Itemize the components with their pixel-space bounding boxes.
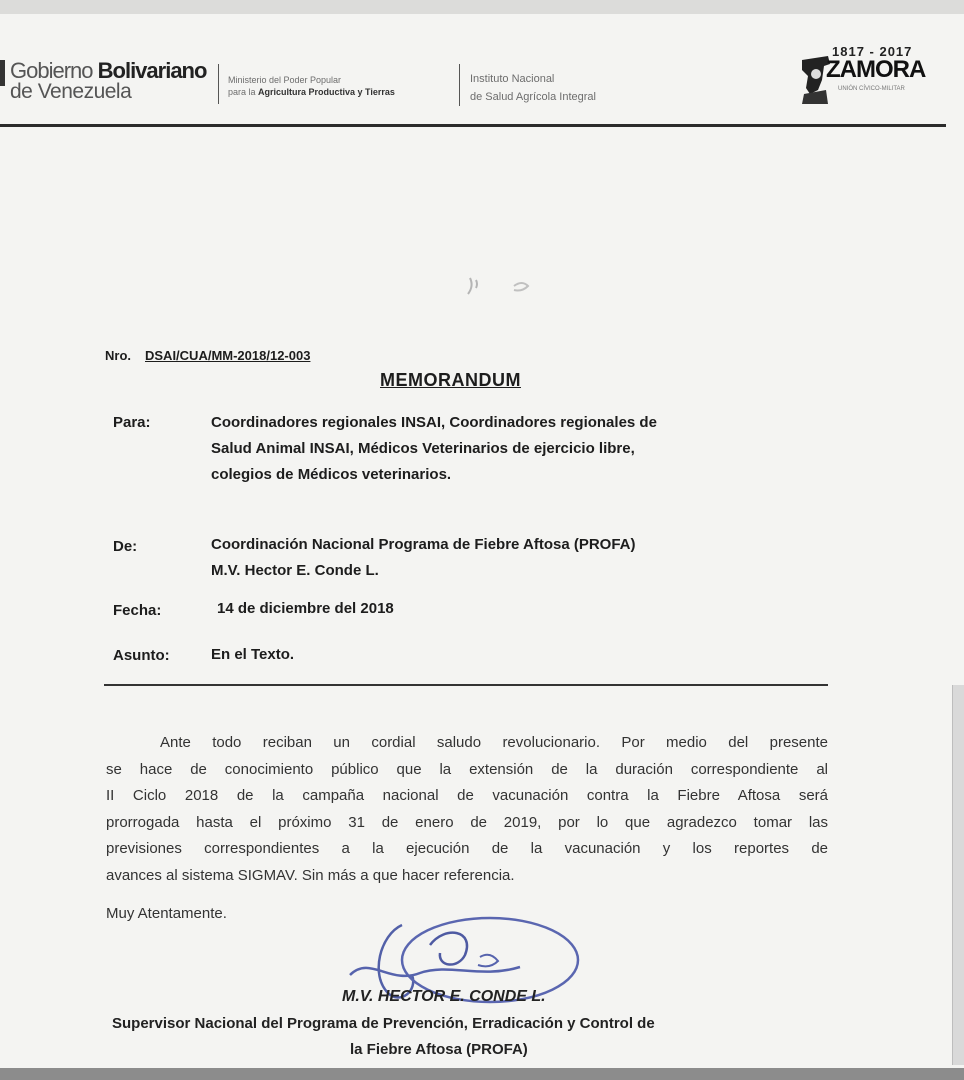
fecha-label: Fecha: <box>113 602 162 619</box>
zamora-name: ZAMORA <box>826 56 926 83</box>
gov-logo-line2: de Venezuela <box>10 80 132 103</box>
zamora-logo <box>798 44 928 106</box>
memo-title: MEMORANDUM <box>380 370 521 390</box>
signer-name: M.V. HECTOR E. CONDE L. <box>342 988 546 1005</box>
fecha-value: 14 de diciembre del 2018 <box>217 600 394 617</box>
header-separator <box>218 64 219 104</box>
scan-right-edge <box>952 685 964 1065</box>
institute-name: Instituto Nacional de Salud Agrícola Integral <box>470 73 596 103</box>
scan-smudge <box>462 268 552 308</box>
signer-role-line2: la Fiebre Aftosa (PROFA) <box>350 1041 528 1058</box>
zamora-subtitle: UNIÓN CÍVICO-MILITAR <box>838 86 905 92</box>
memo-body: Ante todo reciban un cordial saludo revolucionario. Por medio del presente se hace de conocimiento público que la extensión de la duración correspondiente al II Ciclo 2018 de la campaña nacional de vacunación contra la Fiebre Aftosa será prorrogada hasta el próximo 31 de enero de 2019, por lo que agradezco tomar las previsiones correspondientes a la ejecución de la vacunación y los reportes de avances al sistema SIGMAV. Sin más a que hacer referencia. <box>106 734 828 884</box>
flag-bar-icon <box>0 60 5 86</box>
asunto-value: En el Texto. <box>211 646 295 663</box>
header-rule <box>0 124 946 127</box>
memo-number-label: Nro. <box>105 348 131 363</box>
scan-bottom-edge <box>0 1068 964 1080</box>
gobierno-bolivariano-logo <box>0 56 215 106</box>
closing-text: Muy Atentamente. <box>106 905 227 922</box>
asunto-label: Asunto: <box>113 647 170 664</box>
memo-number: DSAI/CUA/MM-2018/12-003 <box>145 348 311 363</box>
de-value: Coordinación Nacional Programa de Fiebre Aftosa (PROFA) M.V. Hector E. Conde L. <box>211 536 636 579</box>
signer-role-line1: Supervisor Nacional del Programa de Prevención, Erradicación y Control de <box>112 1015 655 1032</box>
para-label: Para: <box>113 414 151 431</box>
gov-logo-line1: Gobierno Bolivariano <box>10 58 207 83</box>
scan-top-edge <box>0 0 964 14</box>
de-label: De: <box>113 538 138 555</box>
memo-divider <box>104 684 828 686</box>
zamora-years: 1817 - 2017 <box>832 44 913 59</box>
para-value: Coordinadores regionales INSAI, Coordinadores regionales de Salud Animal INSAI, Médicos Veterinarios de ejercicio libre, colegios de Médicos veterinarios. <box>211 414 657 483</box>
ministry-name: Ministerio del Poder Popular para la Agricultura Productiva y Tierras <box>228 75 395 97</box>
header-separator <box>459 64 460 106</box>
